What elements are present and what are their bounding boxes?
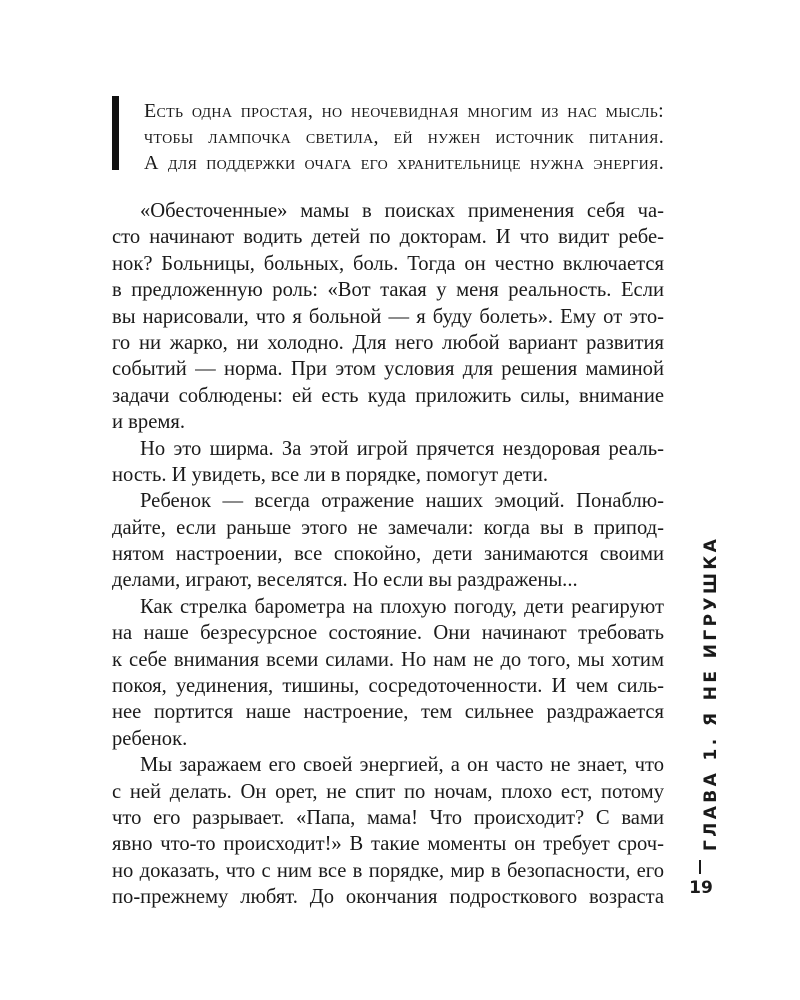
text-line: нок? Больницы, больных, боль. Тогда он честно включается [112,252,664,275]
text-line: Мы заражаем его своей энергией, а он часто не знает, что [140,754,664,777]
text-line: по-прежнему любят. До окончания подросткового возраста [112,886,664,909]
folio-rule [699,860,701,874]
text-line: делами, играют, веселятся. Но если вы раздражены... [112,569,578,592]
text-line: явно что-то происходит!» В такие моменты он требует сроч- [112,833,664,856]
text-line: покоя, уединения, тишины, сосредоточенности. И чем силь- [112,675,664,698]
epigraph [112,96,664,174]
epigraph-line: Есть одна простая, но неочевидная многим из нас мысль: [144,100,664,122]
text-line: к себе внимания всеми силами. Но нам не до того, мы хотим [112,648,664,671]
text-line: нее портится наше настроение, тем сильнее раздражается [112,701,664,724]
page-number: 19 [689,878,713,898]
text-line: и время. [112,411,185,434]
text-line: го ни жарко, ни холодно. Для него любой вариант развития [112,331,664,354]
epigraph-line: чтобы лампочка светила, ей нужен источник питания. [144,126,664,148]
text-line: Как стрелка барометра на плохую погоду, дети реагируют [140,595,664,618]
text-line: «Обесточенные» мамы в поисках применения себя ча- [140,200,664,222]
text-line: с ней делать. Он орет, не спит по ночам, плохо ест, потому [112,780,664,803]
chapter-title: ГЛАВА 1. Я НЕ ИГРУШКА [701,535,721,851]
text-line: ность. И увидеть, все ли в порядке, помогут дети. [112,463,549,486]
text-line: но доказать, что с ним все в порядке, мир в безопасности, его [112,859,664,882]
text-line: нятом настроении, все спокойно, дети занимаются своими [112,543,664,566]
text-line: задачи соблюдены: ей есть куда приложить силы, внимание [112,384,664,407]
text-line: на наше безресурсное состояние. Они начинают требовать [112,622,664,645]
text-line: в предложенную роль: «Вот такая у меня реальность. Если [112,279,664,302]
body-text [112,198,664,911]
epigraph-rule [112,96,119,170]
text-line: Ребенок — всегда отражение наших эмоций. Понаблю- [140,490,664,513]
text-line: дайте, если раньше этого не замечали: когда вы в припод- [112,516,664,539]
text-line: Но это ширма. За этой игрой прячется нездоровая реаль- [140,437,664,460]
text-line: что его разрывает. «Папа, мама! Что происходит? С вами [112,806,664,829]
text-line: вы нарисовали, что я больной — я буду болеть». Ему от это- [112,305,664,328]
epigraph-line: А для поддержки очага его хранительнице нужна энергия. [144,152,664,174]
text-line: сто начинают водить детей по докторам. И что видит ребе- [112,226,664,249]
text-line: событий — норма. При этом условия для решения маминой [112,358,664,381]
text-line: ребенок. [112,727,188,750]
